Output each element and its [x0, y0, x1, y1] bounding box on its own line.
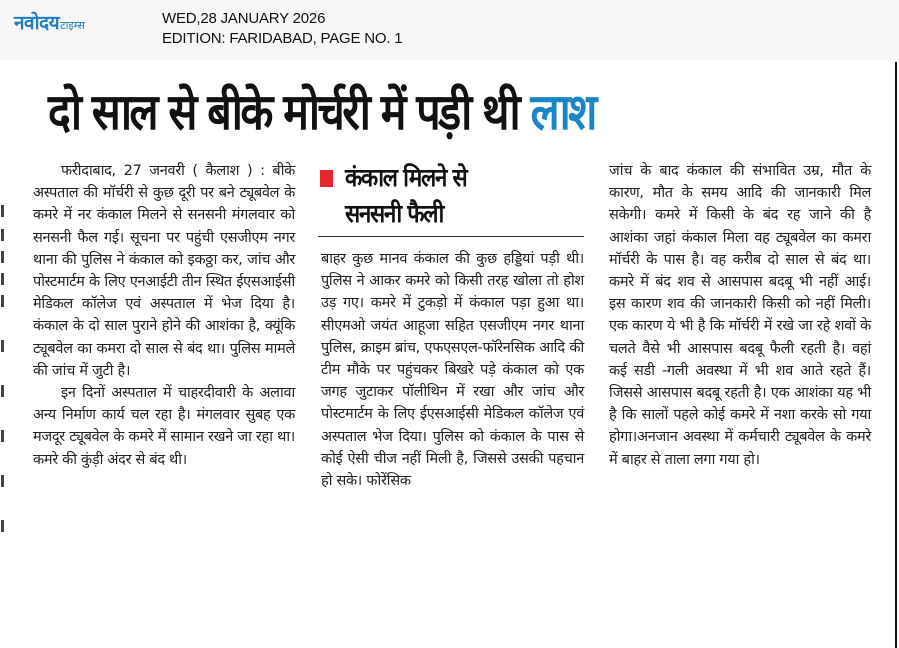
edition-name-page: EDITION: FARIDABAD, PAGE NO. 1: [162, 30, 403, 47]
headline-main: दो साल से बीके मोर्चरी में पड़ी थी: [48, 83, 531, 141]
column-2-paragraph-1: बाहर कुछ मानव कंकाल की कुछ हड्डियां पड़ी थी। पुलिस ने आकर कमरे को किसी तरह खोला तो होश उड़ गए। कमरे में टुकड़ो में कंकाल पड़ा हुआ था। सीएमओ जयंत आहूजा सहित एसजीएम नगर थाना पुलिस, क्राइम ब्रांच, एफएसएल-फॉरेनसिक आदि की टीम मौके पर पहुंचकर बिखरे पड़े कंकाल को एक जगह जुटाकर पॉलीथिन में रखा और जांच और पोस्टमार्टम के लिए ईएसआईसी मेडिकल कॉलेज एवं अस्पताल भेज दिया। पुलिस को कंकाल के पास से कोई ऐसी चीज नहीं मिली है, जिससे उसकी पहचान हो सके। फोरेंसिक: [321, 251, 584, 490]
logo-main-text: नवोदय: [14, 12, 60, 34]
column-3-paragraph-1: जांच के बाद कंकाल की संभावित उम्र, मौत के कारण, मौत के समय आदि की जानकारी मिल सकेगी। कमरे में किसी के बंद रह जाने की है आशंका जहां कंकाल मिला वह ट्यूबवेल का कमरा मॉर्चरी के पास है। वह करीब दो साल से बंद था। कमरे में बंद शव से आसपास बदबू भी नहीं आई। इस कारण शव की जानकारी किसी को नहीं मिली। एक कारण ये भी है कि मॉर्चरी में रखे जा रहे शवों के चलते वैसे भी आसपास बदबू फैली रहती है। वहां कई सडी -गली अवस्था में भी शव आते रहते हैं। जिससे आसपास बदबू रहती है। एक आशंका यह भी है कि सालों पहले कोई कमरे में नशा करके सो गया होगा।अनजान अवस्था में कर्मचारी ट्यूबवेल के कमरे में बाहर से ताला लगा गया हो।: [609, 163, 871, 468]
red-square-bullet-icon: [320, 170, 333, 187]
article-column-1: [33, 160, 295, 471]
subheading-line-2: सनसनी फैली: [345, 199, 444, 228]
column-1-paragraph-2: इन दिनों अस्पताल में चाहरदीवारी के अलावा अन्य निर्माण कार्य चल रहा है। मंगलवार सुबह एक मजदूर ट्यूबवेल के कमरे में सामान रखने जा रहा था।कमरे की कुंड़ी अंदर से बंद थी।: [33, 385, 295, 468]
article-column-2: [321, 248, 584, 492]
newspaper-logo[interactable]: [14, 10, 85, 34]
header-bar: [0, 0, 899, 60]
edition-info: [162, 9, 402, 49]
edition-date: WED,28 JANUARY 2026: [162, 10, 326, 27]
logo-sub-text: टाइम्स: [60, 19, 85, 32]
column-divider-rule: [895, 62, 897, 648]
article-column-3: [609, 160, 871, 471]
subheading: [318, 160, 584, 237]
adjacent-article-edge: [0, 205, 8, 565]
article-headline: [48, 80, 595, 144]
subheading-line-1: कंकाल मिलने से: [345, 163, 467, 192]
headline-accent-word: लाश: [530, 83, 595, 141]
column-1-paragraph-1: फरीदाबाद, 27 जनवरी ( कैलाश ) : बीके अस्पताल की मॉर्चरी से कुछ दूरी पर बने ट्यूबवेल के कमरे में नर कंकाल मिलने से सनसनी मंगलवार को सनसनी फैल गई। सूचना पर पहुंची एसजीएम नगर थाना की पुलिस ने कंकाल को इकठ्ठा कर, जांच और पोस्टमार्टम के लिए एनआईटी तीन स्थित ईएसआईसी मेडिकल कॉलेज एवं अस्पताल में भेज दिया है। कंकाल के दो साल पुराने होने की आशंका है, क्यूंकि ट्यूबवेल का कमरा दो साल से बंद था। पुलिस मामले की जांच में जुटी है।: [33, 163, 295, 379]
